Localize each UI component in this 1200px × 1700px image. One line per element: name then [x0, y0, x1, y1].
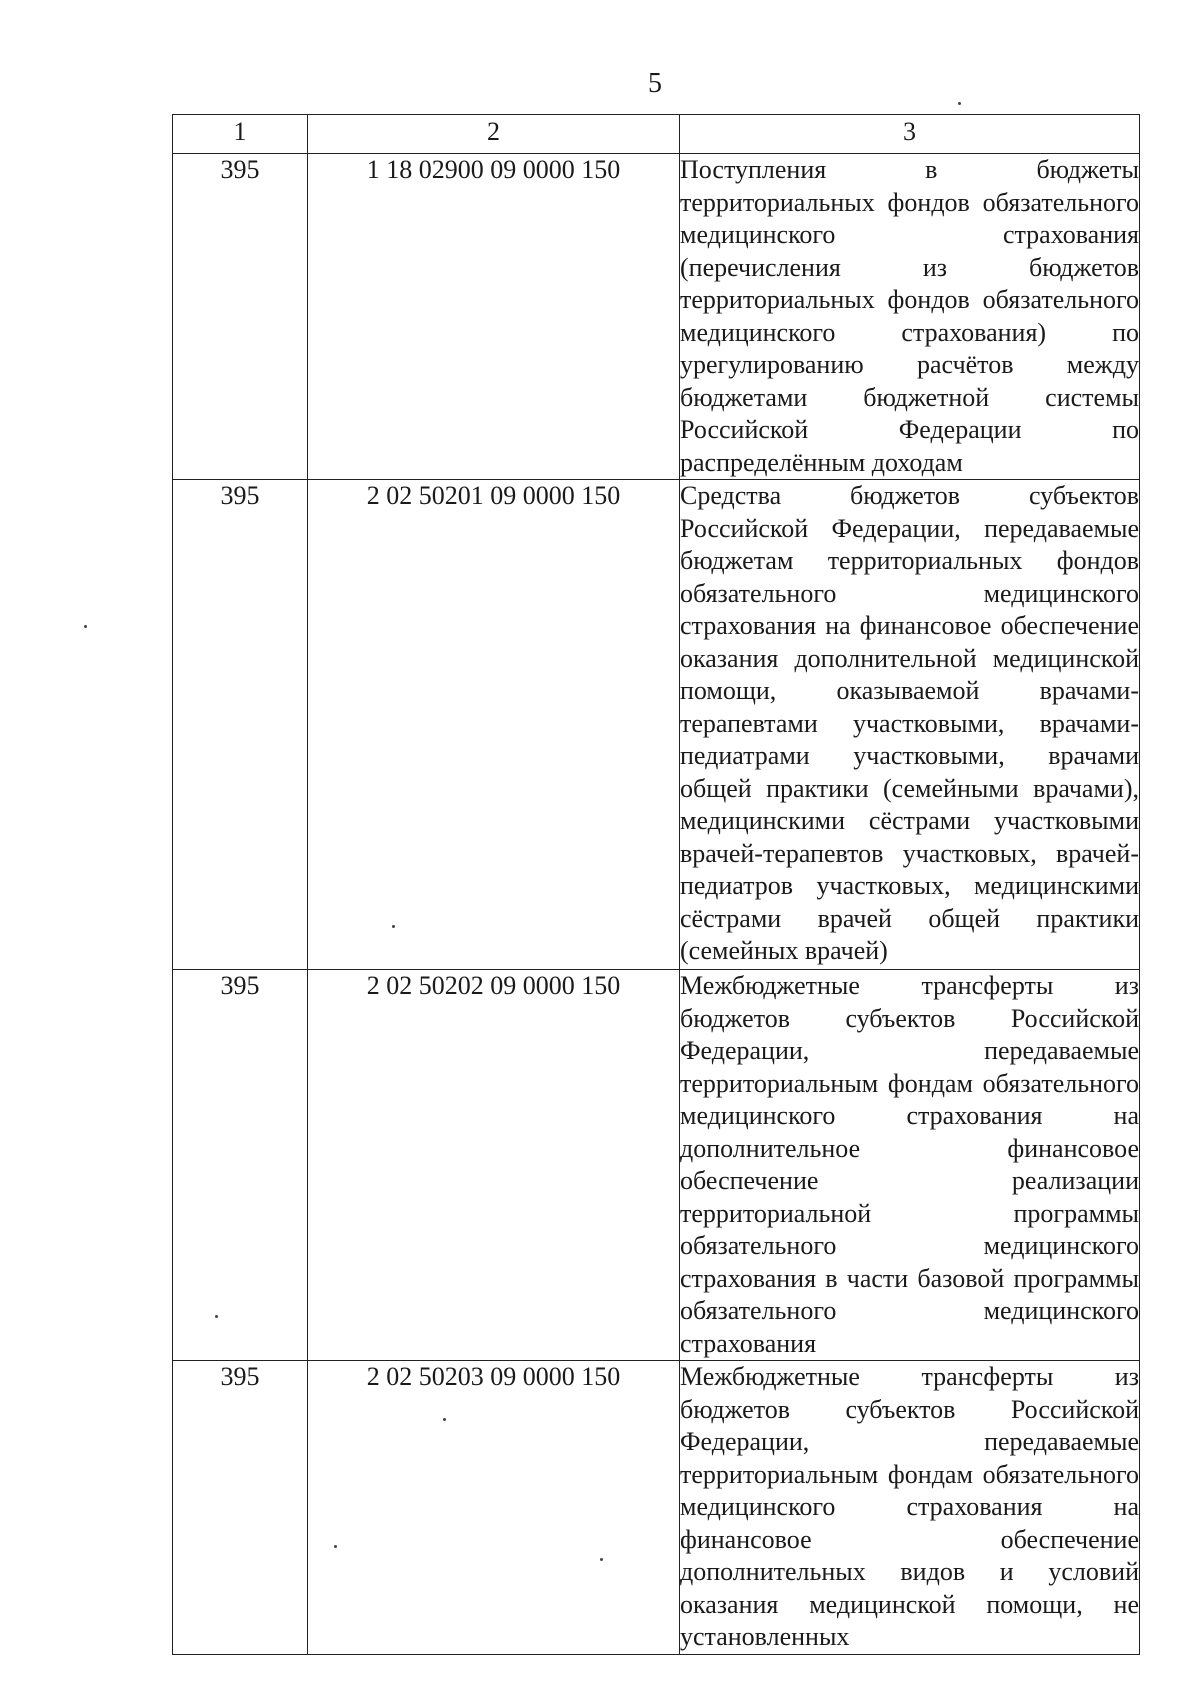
admin-code-cell: 395	[173, 1361, 308, 1655]
budget-code-cell: 2 02 50202 09 0000 150	[308, 970, 680, 1361]
admin-code-cell: 395	[173, 970, 308, 1361]
scan-speck	[443, 1418, 446, 1421]
table-row	[173, 154, 1140, 480]
description-cell: Поступления в бюджеты территориальных фондов обязательного медицинского страхования (перечисления из бюджетов территориальных фондов обязательного медицинского страхования) по урегулированию расчётов между бюджетами бюджетной системы Российской Федерации по распределённым доходам	[680, 154, 1140, 480]
scan-speck	[600, 1558, 603, 1561]
admin-code-cell: 395	[173, 480, 308, 970]
column-header-2: 2	[308, 115, 680, 154]
page-number: 5	[648, 68, 662, 99]
budget-code-cell: 2 02 50203 09 0000 150	[308, 1361, 680, 1655]
table-header-row	[173, 115, 1140, 154]
scan-speck	[958, 102, 961, 105]
description-cell: Межбюджетные трансферты из бюджетов субъектов Российской Федерации, передаваемые территориальным фондам обязательного медицинского страхования на финансовое обеспечение дополнительных видов и условий оказания медицинской помощи, не установленных	[680, 1361, 1140, 1655]
scan-speck	[392, 925, 395, 928]
budget-code-cell: 2 02 50201 09 0000 150	[308, 480, 680, 970]
admin-code-cell: 395	[173, 154, 308, 480]
column-header-3: 3	[680, 115, 1140, 154]
budget-code-cell: 1 18 02900 09 0000 150	[308, 154, 680, 480]
column-header-1: 1	[173, 115, 308, 154]
scan-speck	[334, 1545, 337, 1548]
budget-codes-table	[172, 114, 1140, 1655]
description-cell: Межбюджетные трансферты из бюджетов субъектов Российской Федерации, передаваемые территориальным фондам обязательного медицинского страхования на дополнительное финансовое обеспечение реализации территориальной программы обязательного медицинского страхования в части базовой программы обязательного медицинского страхования	[680, 970, 1140, 1361]
scan-speck	[215, 1315, 218, 1318]
table-row	[173, 1361, 1140, 1655]
table-row	[173, 480, 1140, 970]
scan-speck	[84, 625, 87, 628]
table-row	[173, 970, 1140, 1361]
description-cell: Средства бюджетов субъектов Российской Федерации, передаваемые бюджетам территориальных фондов обязательного медицинского страхования на финансовое обеспечение оказания дополнительной медицинской помощи, оказываемой врачами-терапевтами участковыми, врачами-педиатрами участковыми, врачами общей практики (семейными врачами), медицинскими сёстрами участковыми врачей-терапевтов участковых, врачей-педиатров участковых, медицинскими сёстрами врачей общей практики (семейных врачей)	[680, 480, 1140, 970]
